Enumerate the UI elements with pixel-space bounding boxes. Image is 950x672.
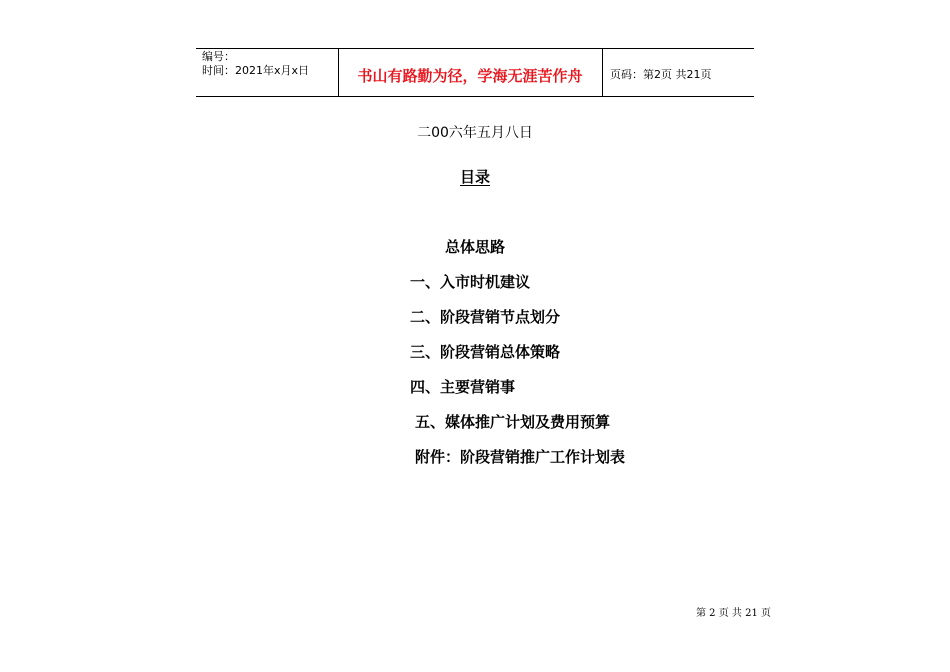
header-motto: 书山有路勤为径，学海无涯苦作舟 xyxy=(357,67,583,85)
header-page-info: 页码：第2页 共21页 xyxy=(610,68,712,81)
header-number-label: 编号： xyxy=(202,50,235,63)
toc-title xyxy=(0,166,950,187)
header-meta xyxy=(202,50,309,78)
header-top-rule xyxy=(196,48,754,49)
toc-item: 四、主要营销事 xyxy=(410,378,516,396)
document-date: 二00六年五月八日 xyxy=(417,125,533,141)
page-footer: 第 2 页 共 21 页 xyxy=(696,608,771,619)
toc-item: 五、媒体推广计划及费用预算 xyxy=(415,413,611,431)
toc-item: 总体思路 xyxy=(445,238,506,256)
header-divider-right xyxy=(602,48,603,96)
toc-item: 一、入市时机建议 xyxy=(410,273,531,291)
header-time-label: 时间：2021年x月x日 xyxy=(202,64,310,77)
header-bottom-rule xyxy=(196,96,754,97)
toc-item: 三、阶段营销总体策略 xyxy=(410,343,561,361)
toc-item: 附件：阶段营销推广工作计划表 xyxy=(415,448,626,466)
toc-title-text: 目录 xyxy=(459,168,490,186)
toc-item: 二、阶段营销节点划分 xyxy=(410,308,561,326)
